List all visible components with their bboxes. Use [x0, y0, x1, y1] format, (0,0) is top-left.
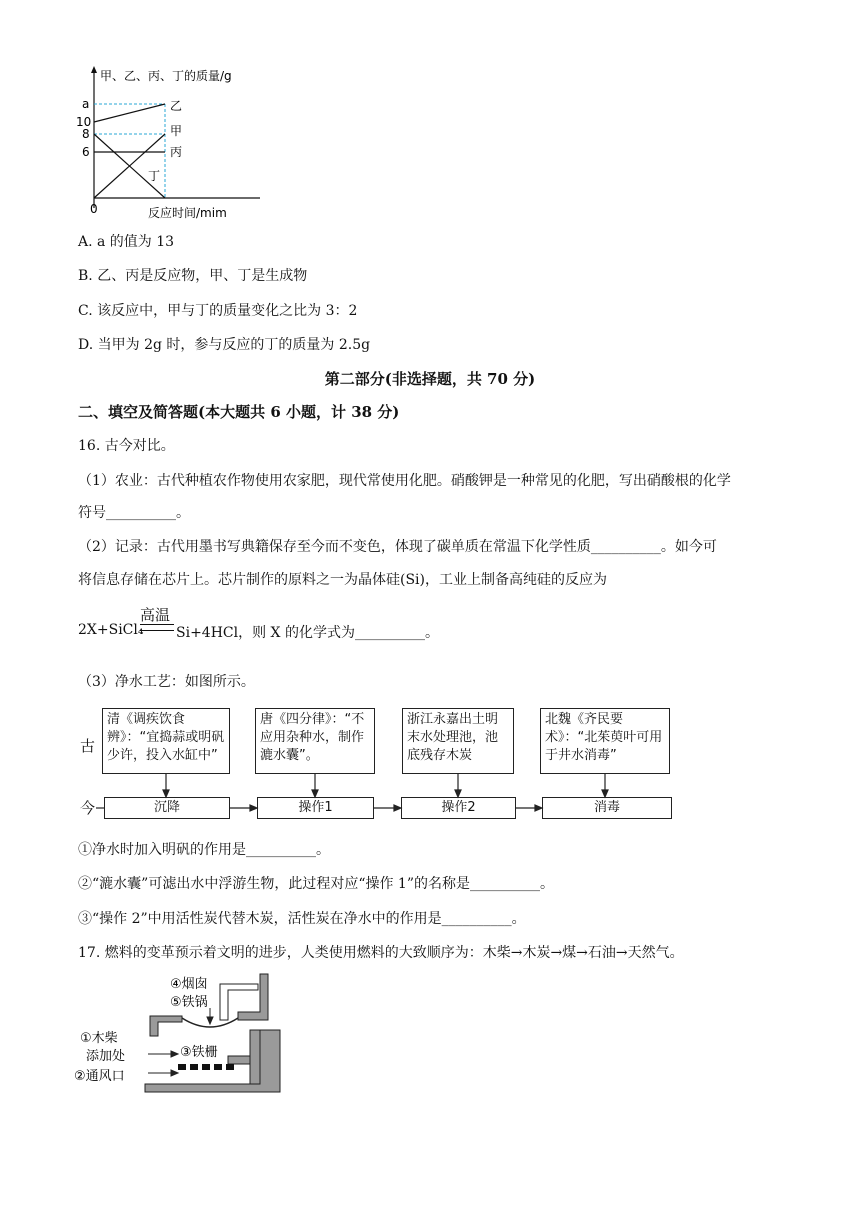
step-settling: 沉降	[104, 797, 230, 819]
q16-p1-line1: （1）农业：古代种植农作物使用农家肥，现代常使用化肥。硝酸钾是一种常见的化肥，写出硝酸根的化学	[78, 473, 731, 489]
equation-left: 2X+SiCl₄	[78, 622, 144, 638]
tick-8: 8	[82, 127, 90, 141]
ancient-box-3: 浙江永嘉出土明末水处理池，池底残存木炭	[402, 708, 514, 774]
label-gu: 古	[80, 737, 96, 755]
option-b: B. 乙、丙是反应物，甲、丁是生成物	[78, 268, 308, 284]
step-operation-1: 操作1	[257, 797, 374, 819]
q16-sub3: ③“操作 2”中用活性炭代替木炭，活性炭在净水中的作用是__________。	[78, 911, 526, 927]
curve-label-bing: 丙	[170, 145, 183, 159]
option-d: D. 当甲为 2g 时，参与反应的丁的质量为 2.5g	[78, 337, 371, 353]
q16-p3: （3）净水工艺：如图所示。	[78, 674, 255, 690]
tick-10: 10	[76, 115, 92, 129]
y-axis-label: 甲、乙、丙、丁的质量/g	[100, 69, 232, 83]
tick-a: a	[82, 97, 90, 111]
equation-right: Si+4HCl，则 X 的化学式为__________。	[176, 625, 439, 641]
q16-p2-line2: 将信息存储在芯片上。芯片制作的原料之一为晶体硅(Si)，工业上制备高纯硅的反应为	[78, 572, 607, 588]
stove-diagram	[70, 970, 290, 1095]
label-jin: 今	[80, 799, 96, 817]
label-wok: ⑤铁锅	[170, 995, 208, 1010]
label-wood-2: 添加处	[86, 1049, 126, 1064]
tick-0: 0	[90, 202, 98, 216]
q16-sub1: ①净水时加入明矾的作用是__________。	[78, 842, 330, 858]
tick-6: 6	[82, 145, 90, 159]
ancient-box-1: 清《调疾饮食辨》：“宜捣蒜或明矾少许，投入水缸中”	[102, 708, 230, 774]
label-chimney: ④烟囱	[170, 977, 208, 992]
x-axis-label: 反应时间/mim	[148, 206, 227, 220]
equation-condition: 高温	[140, 606, 171, 624]
curve-label-ding: 丁	[148, 169, 161, 183]
option-a: A. a 的值为 13	[78, 234, 175, 250]
q16-sub2: ②“漉水囊”可滤出水中浮游生物，此过程对应“操作 1”的名称是__________。	[78, 876, 554, 892]
ancient-box-2: 唐《四分律》：“不应用杂种水，制作漉水囊”。	[255, 708, 375, 774]
section-title: 二、填空及简答题(本大题共 6 小题，计 38 分)	[78, 403, 400, 421]
part2-title: 第二部分(非选择题，共 70 分)	[324, 370, 536, 388]
step-disinfection: 消毒	[542, 797, 672, 819]
q16-p2-line1: （2）记录：古代用墨书写典籍保存至今而不变色，体现了碳单质在常温下化学性质__________。如今可	[78, 539, 717, 555]
label-vent: ②通风口	[74, 1069, 125, 1084]
curve-label-jia: 甲	[170, 124, 183, 138]
step-operation-2: 操作2	[401, 797, 516, 819]
q16-stem: 16. 古今对比。	[78, 438, 175, 454]
q16-p1-line2: 符号__________。	[78, 505, 190, 521]
curve-label-yi: 乙	[170, 99, 183, 113]
q17-stem: 17. 燃料的变革预示着文明的进步，人类使用燃料的大致顺序为：木柴→木炭→煤→石油→天然气。	[78, 945, 684, 961]
ancient-box-4: 北魏《齐民要术》：“北茱萸叶可用于井水消毒”	[540, 708, 670, 774]
label-grate: ③铁栅	[180, 1045, 218, 1060]
label-wood: ①木柴	[80, 1031, 118, 1046]
option-c: C. 该反应中，甲与丁的质量变化之比为 3：2	[78, 303, 358, 319]
